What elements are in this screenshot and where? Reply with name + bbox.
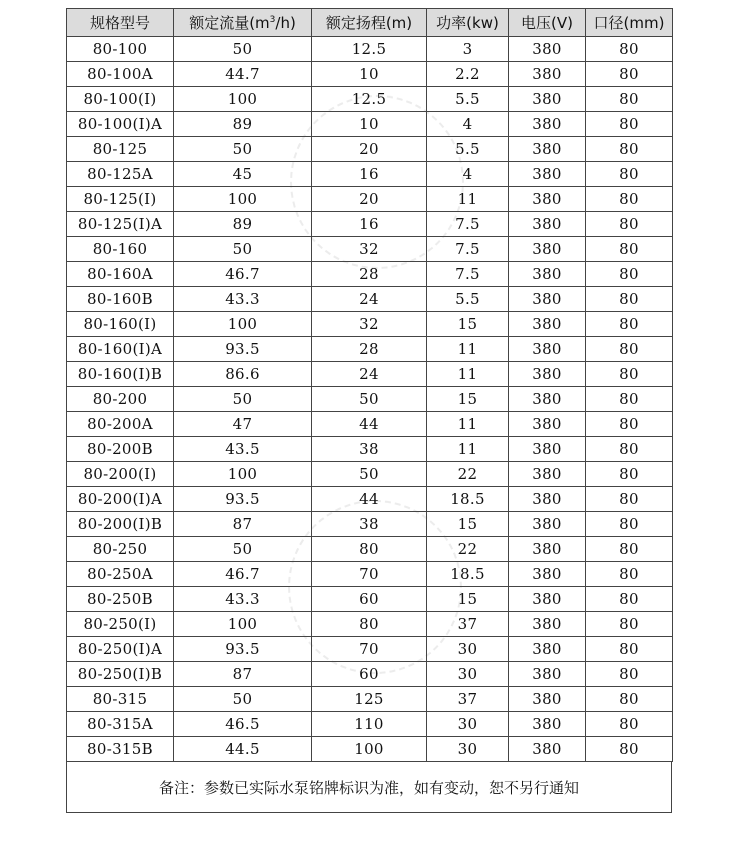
cell-power: 30 bbox=[427, 737, 509, 762]
cell-head: 50 bbox=[312, 387, 427, 412]
table-row bbox=[67, 337, 673, 362]
cell-diameter: 80 bbox=[586, 437, 673, 462]
cell-flow: 93.5 bbox=[174, 337, 312, 362]
cell-diameter: 80 bbox=[586, 412, 673, 437]
cell-power: 11 bbox=[427, 362, 509, 387]
cell-model: 80-315 bbox=[67, 687, 174, 712]
cell-head: 80 bbox=[312, 612, 427, 637]
cell-flow: 44.7 bbox=[174, 62, 312, 87]
cell-model: 80-100A bbox=[67, 62, 174, 87]
table-row bbox=[67, 687, 673, 712]
cell-head: 12.5 bbox=[312, 37, 427, 62]
cell-voltage: 380 bbox=[509, 162, 586, 187]
cell-flow: 100 bbox=[174, 462, 312, 487]
table-row bbox=[67, 87, 673, 112]
cell-flow: 87 bbox=[174, 662, 312, 687]
cell-voltage: 380 bbox=[509, 412, 586, 437]
cell-voltage: 380 bbox=[509, 187, 586, 212]
header-flow-label: 额定流量(m bbox=[189, 13, 270, 32]
cell-head: 20 bbox=[312, 187, 427, 212]
cell-diameter: 80 bbox=[586, 287, 673, 312]
cell-model: 80-200(I) bbox=[67, 462, 174, 487]
cell-head: 28 bbox=[312, 337, 427, 362]
table-row bbox=[67, 387, 673, 412]
cell-flow: 89 bbox=[174, 112, 312, 137]
cell-model: 80-250B bbox=[67, 587, 174, 612]
table-row bbox=[67, 662, 673, 687]
cell-voltage: 380 bbox=[509, 437, 586, 462]
cell-power: 2.2 bbox=[427, 62, 509, 87]
header-diameter: 口径(mm) bbox=[586, 9, 673, 37]
cell-model: 80-200B bbox=[67, 437, 174, 462]
cell-power: 4 bbox=[427, 162, 509, 187]
cell-voltage: 380 bbox=[509, 137, 586, 162]
header-head: 额定扬程(m) bbox=[312, 9, 427, 37]
cell-head: 60 bbox=[312, 662, 427, 687]
cell-diameter: 80 bbox=[586, 37, 673, 62]
cell-flow: 46.7 bbox=[174, 562, 312, 587]
cell-diameter: 80 bbox=[586, 212, 673, 237]
cell-diameter: 80 bbox=[586, 387, 673, 412]
table-note: 备注：参数已实际水泵铭牌标识为准，如有变动，恕不另行通知 bbox=[66, 762, 672, 813]
cell-diameter: 80 bbox=[586, 662, 673, 687]
cell-voltage: 380 bbox=[509, 62, 586, 87]
cell-diameter: 80 bbox=[586, 137, 673, 162]
cell-power: 11 bbox=[427, 187, 509, 212]
cell-voltage: 380 bbox=[509, 287, 586, 312]
cell-head: 100 bbox=[312, 737, 427, 762]
cell-flow: 43.3 bbox=[174, 587, 312, 612]
cell-voltage: 380 bbox=[509, 312, 586, 337]
cell-model: 80-160 bbox=[67, 237, 174, 262]
header-flow-superscript: 3 bbox=[269, 14, 276, 25]
cell-model: 80-160B bbox=[67, 287, 174, 312]
cell-diameter: 80 bbox=[586, 637, 673, 662]
cell-diameter: 80 bbox=[586, 612, 673, 637]
table-row bbox=[67, 637, 673, 662]
cell-diameter: 80 bbox=[586, 587, 673, 612]
cell-power: 22 bbox=[427, 462, 509, 487]
cell-diameter: 80 bbox=[586, 87, 673, 112]
table-row bbox=[67, 412, 673, 437]
cell-flow: 50 bbox=[174, 37, 312, 62]
cell-flow: 46.5 bbox=[174, 712, 312, 737]
cell-diameter: 80 bbox=[586, 112, 673, 137]
cell-voltage: 380 bbox=[509, 37, 586, 62]
cell-power: 18.5 bbox=[427, 562, 509, 587]
cell-power: 15 bbox=[427, 387, 509, 412]
header-voltage: 电压(V) bbox=[509, 9, 586, 37]
cell-diameter: 80 bbox=[586, 737, 673, 762]
cell-flow: 89 bbox=[174, 212, 312, 237]
table-row bbox=[67, 587, 673, 612]
cell-voltage: 380 bbox=[509, 662, 586, 687]
cell-model: 80-160(I) bbox=[67, 312, 174, 337]
table-row bbox=[67, 187, 673, 212]
cell-head: 28 bbox=[312, 262, 427, 287]
cell-head: 70 bbox=[312, 562, 427, 587]
cell-power: 5.5 bbox=[427, 87, 509, 112]
cell-power: 30 bbox=[427, 662, 509, 687]
cell-power: 5.5 bbox=[427, 137, 509, 162]
cell-power: 11 bbox=[427, 412, 509, 437]
cell-voltage: 380 bbox=[509, 462, 586, 487]
cell-head: 16 bbox=[312, 162, 427, 187]
cell-flow: 50 bbox=[174, 237, 312, 262]
cell-diameter: 80 bbox=[586, 712, 673, 737]
cell-voltage: 380 bbox=[509, 537, 586, 562]
table-row bbox=[67, 162, 673, 187]
cell-model: 80-100 bbox=[67, 37, 174, 62]
cell-flow: 47 bbox=[174, 412, 312, 437]
cell-diameter: 80 bbox=[586, 62, 673, 87]
cell-head: 50 bbox=[312, 462, 427, 487]
header-flow bbox=[174, 9, 312, 37]
cell-head: 44 bbox=[312, 487, 427, 512]
cell-flow: 50 bbox=[174, 687, 312, 712]
table-row bbox=[67, 112, 673, 137]
table-row bbox=[67, 37, 673, 62]
cell-head: 32 bbox=[312, 237, 427, 262]
cell-flow: 93.5 bbox=[174, 637, 312, 662]
table-row bbox=[67, 62, 673, 87]
cell-head: 125 bbox=[312, 687, 427, 712]
cell-diameter: 80 bbox=[586, 162, 673, 187]
cell-voltage: 380 bbox=[509, 212, 586, 237]
cell-power: 7.5 bbox=[427, 262, 509, 287]
cell-voltage: 380 bbox=[509, 612, 586, 637]
header-model: 规格型号 bbox=[67, 9, 174, 37]
cell-voltage: 380 bbox=[509, 637, 586, 662]
cell-power: 15 bbox=[427, 312, 509, 337]
cell-head: 80 bbox=[312, 537, 427, 562]
cell-model: 80-250(I) bbox=[67, 612, 174, 637]
cell-head: 20 bbox=[312, 137, 427, 162]
cell-power: 7.5 bbox=[427, 212, 509, 237]
cell-power: 4 bbox=[427, 112, 509, 137]
cell-power: 18.5 bbox=[427, 487, 509, 512]
cell-flow: 100 bbox=[174, 612, 312, 637]
table-row bbox=[67, 737, 673, 762]
cell-head: 70 bbox=[312, 637, 427, 662]
cell-model: 80-100(I) bbox=[67, 87, 174, 112]
cell-diameter: 80 bbox=[586, 187, 673, 212]
table-row bbox=[67, 437, 673, 462]
cell-model: 80-125(I)A bbox=[67, 212, 174, 237]
cell-flow: 43.5 bbox=[174, 437, 312, 462]
cell-diameter: 80 bbox=[586, 562, 673, 587]
cell-diameter: 80 bbox=[586, 237, 673, 262]
cell-flow: 86.6 bbox=[174, 362, 312, 387]
table-body bbox=[67, 37, 673, 762]
cell-diameter: 80 bbox=[586, 462, 673, 487]
cell-model: 80-250(I)A bbox=[67, 637, 174, 662]
cell-flow: 100 bbox=[174, 187, 312, 212]
cell-diameter: 80 bbox=[586, 512, 673, 537]
cell-power: 30 bbox=[427, 637, 509, 662]
table-row bbox=[67, 137, 673, 162]
cell-model: 80-100(I)A bbox=[67, 112, 174, 137]
cell-model: 80-160(I)B bbox=[67, 362, 174, 387]
cell-voltage: 380 bbox=[509, 337, 586, 362]
cell-model: 80-160(I)A bbox=[67, 337, 174, 362]
cell-voltage: 380 bbox=[509, 262, 586, 287]
table-row bbox=[67, 612, 673, 637]
cell-model: 80-125A bbox=[67, 162, 174, 187]
cell-voltage: 380 bbox=[509, 237, 586, 262]
table-row bbox=[67, 237, 673, 262]
cell-head: 24 bbox=[312, 287, 427, 312]
cell-flow: 93.5 bbox=[174, 487, 312, 512]
table-row bbox=[67, 712, 673, 737]
cell-head: 38 bbox=[312, 512, 427, 537]
cell-model: 80-200(I)B bbox=[67, 512, 174, 537]
cell-diameter: 80 bbox=[586, 537, 673, 562]
table-row bbox=[67, 462, 673, 487]
cell-model: 80-200(I)A bbox=[67, 487, 174, 512]
cell-voltage: 380 bbox=[509, 387, 586, 412]
cell-diameter: 80 bbox=[586, 687, 673, 712]
cell-head: 12.5 bbox=[312, 87, 427, 112]
cell-flow: 46.7 bbox=[174, 262, 312, 287]
table-row bbox=[67, 487, 673, 512]
header-power: 功率(kw) bbox=[427, 9, 509, 37]
cell-power: 37 bbox=[427, 612, 509, 637]
table-row bbox=[67, 312, 673, 337]
table-row bbox=[67, 262, 673, 287]
cell-model: 80-250 bbox=[67, 537, 174, 562]
cell-model: 80-315B bbox=[67, 737, 174, 762]
pump-spec-table bbox=[66, 8, 673, 762]
cell-flow: 50 bbox=[174, 387, 312, 412]
cell-model: 80-315A bbox=[67, 712, 174, 737]
cell-flow: 100 bbox=[174, 87, 312, 112]
table-row bbox=[67, 537, 673, 562]
cell-flow: 87 bbox=[174, 512, 312, 537]
cell-flow: 45 bbox=[174, 162, 312, 187]
cell-flow: 100 bbox=[174, 312, 312, 337]
cell-head: 60 bbox=[312, 587, 427, 612]
cell-head: 110 bbox=[312, 712, 427, 737]
cell-flow: 44.5 bbox=[174, 737, 312, 762]
cell-power: 22 bbox=[427, 537, 509, 562]
cell-voltage: 380 bbox=[509, 737, 586, 762]
cell-voltage: 380 bbox=[509, 112, 586, 137]
cell-head: 10 bbox=[312, 112, 427, 137]
table-row bbox=[67, 212, 673, 237]
cell-diameter: 80 bbox=[586, 262, 673, 287]
cell-diameter: 80 bbox=[586, 487, 673, 512]
cell-power: 37 bbox=[427, 687, 509, 712]
cell-voltage: 380 bbox=[509, 487, 586, 512]
cell-power: 7.5 bbox=[427, 237, 509, 262]
table-row bbox=[67, 512, 673, 537]
cell-head: 10 bbox=[312, 62, 427, 87]
cell-model: 80-125(I) bbox=[67, 187, 174, 212]
cell-voltage: 380 bbox=[509, 362, 586, 387]
cell-flow: 50 bbox=[174, 537, 312, 562]
cell-model: 80-200 bbox=[67, 387, 174, 412]
cell-voltage: 380 bbox=[509, 712, 586, 737]
cell-power: 3 bbox=[427, 37, 509, 62]
table-row bbox=[67, 362, 673, 387]
cell-model: 80-125 bbox=[67, 137, 174, 162]
cell-model: 80-250A bbox=[67, 562, 174, 587]
cell-model: 80-160A bbox=[67, 262, 174, 287]
table-row bbox=[67, 562, 673, 587]
header-flow-unit: /h) bbox=[275, 13, 296, 32]
cell-voltage: 380 bbox=[509, 512, 586, 537]
cell-head: 24 bbox=[312, 362, 427, 387]
cell-voltage: 380 bbox=[509, 687, 586, 712]
cell-diameter: 80 bbox=[586, 362, 673, 387]
cell-diameter: 80 bbox=[586, 337, 673, 362]
cell-head: 44 bbox=[312, 412, 427, 437]
cell-voltage: 380 bbox=[509, 587, 586, 612]
table-header-row bbox=[67, 9, 673, 37]
cell-power: 5.5 bbox=[427, 287, 509, 312]
spec-table-container bbox=[66, 8, 672, 813]
cell-voltage: 380 bbox=[509, 562, 586, 587]
cell-head: 16 bbox=[312, 212, 427, 237]
cell-power: 15 bbox=[427, 587, 509, 612]
cell-power: 15 bbox=[427, 512, 509, 537]
cell-diameter: 80 bbox=[586, 312, 673, 337]
cell-flow: 50 bbox=[174, 137, 312, 162]
cell-head: 32 bbox=[312, 312, 427, 337]
cell-voltage: 380 bbox=[509, 87, 586, 112]
table-row bbox=[67, 287, 673, 312]
cell-power: 30 bbox=[427, 712, 509, 737]
cell-power: 11 bbox=[427, 337, 509, 362]
cell-model: 80-200A bbox=[67, 412, 174, 437]
cell-power: 11 bbox=[427, 437, 509, 462]
cell-flow: 43.3 bbox=[174, 287, 312, 312]
cell-model: 80-250(I)B bbox=[67, 662, 174, 687]
cell-head: 38 bbox=[312, 437, 427, 462]
